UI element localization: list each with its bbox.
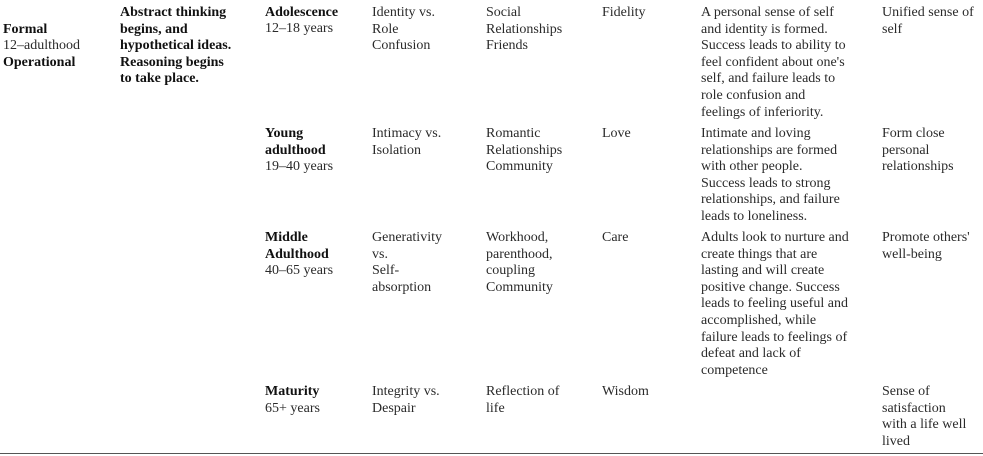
stage-name-line2: Operational [3, 54, 76, 70]
outcome: Unified sense of self [882, 5, 974, 37]
life-stage-label: Middle Adulthood [265, 230, 329, 262]
outcome: Promote others' well-being [882, 230, 970, 262]
life-stage-ages: 19–40 years [265, 159, 334, 174]
relationships: Workhood, parenthood, coupling Community [486, 230, 553, 295]
crisis: Intimacy vs. Isolation [372, 126, 442, 158]
outcome: Form close personal relationships [882, 126, 954, 175]
stage-name-line1: Formal [3, 21, 48, 37]
table-bottom-rule [0, 453, 983, 454]
life-stage-ages: 65+ years [265, 401, 320, 416]
virtue: Love [602, 126, 631, 141]
stage-description: Abstract thinking begins, and hypothetical ideas. Reasoning begins to take place. [120, 5, 232, 87]
description: A personal sense of self and identity is formed. Success leads to ability to feel confident about one's self, and failure leads to role confusion and feelings of inferiority. [701, 5, 846, 120]
life-stage-label: Adolescence [265, 5, 339, 20]
relationships: Social Relationships Friends [486, 5, 563, 54]
virtue: Wisdom [602, 384, 649, 399]
relationships: Reflection of life [486, 384, 560, 416]
crisis: Generativity vs. Self- absorption [372, 230, 442, 295]
crisis: Identity vs. Role Confusion [372, 5, 435, 54]
life-stage-ages: 12–18 years [265, 21, 334, 36]
virtue: Fidelity [602, 5, 646, 20]
description: Intimate and loving relationships are formed with other people. Success leads to strong relationships, and failure leads to loneliness. [701, 126, 840, 224]
relationships: Romantic Relationships Community [486, 126, 563, 175]
stage-age: 12–adulthood [3, 38, 80, 53]
life-stage-label: Maturity [265, 384, 320, 399]
life-stage-label: Young adulthood [265, 126, 326, 158]
description: Adults look to nurture and create things that are lasting and will create positive change. Success leads to feeling useful and accomplished, while failure leads to feelings of defeat and lack of competence [701, 230, 849, 378]
virtue: Care [602, 230, 629, 245]
life-stage-ages: 40–65 years [265, 263, 334, 278]
crisis: Integrity vs. Despair [372, 384, 440, 416]
outcome: Sense of satisfaction with a life well lived [882, 384, 967, 449]
